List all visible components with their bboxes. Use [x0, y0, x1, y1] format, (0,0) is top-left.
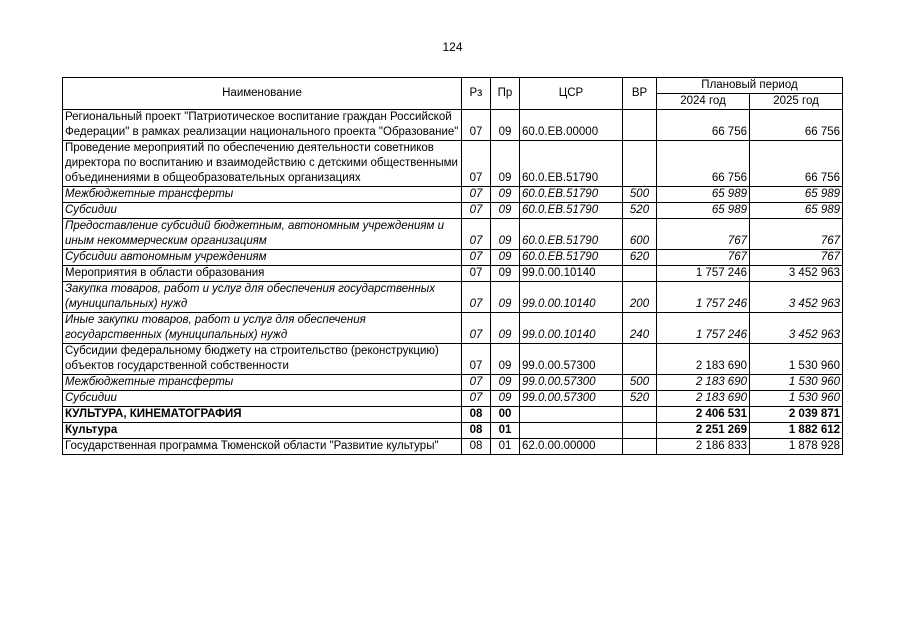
cell-pr: 09: [491, 110, 520, 141]
cell-pr: 09: [491, 282, 520, 313]
cell-vr: 620: [623, 250, 657, 266]
cell-vr: [623, 110, 657, 141]
cell-csr: 99.0.00.10140: [520, 313, 623, 344]
cell-rz: 07: [462, 187, 491, 203]
budget-table: [62, 77, 843, 455]
cell-csr: 60.0.ЕВ.51790: [520, 219, 623, 250]
cell-rz: 07: [462, 375, 491, 391]
cell-2025: 1 530 960: [750, 344, 843, 375]
cell-2025: 3 452 963: [750, 313, 843, 344]
cell-rz: 07: [462, 391, 491, 407]
table-row: [63, 250, 843, 266]
cell-2025: 66 756: [750, 110, 843, 141]
cell-csr: 99.0.00.57300: [520, 391, 623, 407]
page-number: 124: [442, 40, 463, 54]
cell-csr: 62.0.00.00000: [520, 439, 623, 455]
cell-vr: 600: [623, 219, 657, 250]
cell-2024: 767: [657, 250, 750, 266]
cell-2024: 66 756: [657, 141, 750, 187]
header-vr: ВР: [623, 78, 657, 110]
cell-rz: 08: [462, 423, 491, 439]
header-2025: 2025 год: [750, 94, 843, 110]
table-row: [63, 391, 843, 407]
table-row: [63, 187, 843, 203]
cell-pr: 09: [491, 203, 520, 219]
cell-rz: 08: [462, 407, 491, 423]
cell-2024: 65 989: [657, 203, 750, 219]
cell-name: Мероприятия в области образования: [63, 266, 462, 282]
cell-pr: 01: [491, 423, 520, 439]
cell-name: Проведение мероприятий по обеспечению деятельности советников директора по воспитанию и взаимодействию с детскими общественными объединениями в общеобразовательных организациях: [63, 141, 462, 187]
cell-name: Субсидии: [63, 203, 462, 219]
cell-2025: 3 452 963: [750, 266, 843, 282]
table-row: [63, 344, 843, 375]
cell-rz: 08: [462, 439, 491, 455]
cell-2025: 66 756: [750, 141, 843, 187]
cell-name: Культура: [63, 423, 462, 439]
cell-rz: 07: [462, 141, 491, 187]
cell-rz: 07: [462, 266, 491, 282]
cell-csr: [520, 407, 623, 423]
cell-pr: 09: [491, 266, 520, 282]
table-row: [63, 266, 843, 282]
header-rz: Рз: [462, 78, 491, 110]
table-row: [63, 141, 843, 187]
cell-vr: [623, 439, 657, 455]
cell-2025: 1 878 928: [750, 439, 843, 455]
cell-2025: 767: [750, 250, 843, 266]
cell-pr: 09: [491, 250, 520, 266]
header-pr: Пр: [491, 78, 520, 110]
cell-csr: 60.0.ЕВ.51790: [520, 187, 623, 203]
cell-2024: 2 406 531: [657, 407, 750, 423]
cell-csr: 60.0.ЕВ.00000: [520, 110, 623, 141]
table-row: [63, 375, 843, 391]
cell-pr: 09: [491, 141, 520, 187]
cell-name: КУЛЬТУРА, КИНЕМАТОГРАФИЯ: [63, 407, 462, 423]
cell-vr: 500: [623, 187, 657, 203]
header-csr: ЦСР: [520, 78, 623, 110]
table-row: [63, 282, 843, 313]
cell-vr: 240: [623, 313, 657, 344]
cell-2025: 1 530 960: [750, 375, 843, 391]
cell-2024: 66 756: [657, 110, 750, 141]
cell-pr: 09: [491, 187, 520, 203]
cell-rz: 07: [462, 282, 491, 313]
cell-rz: 07: [462, 344, 491, 375]
cell-name: Межбюджетные трансферты: [63, 187, 462, 203]
cell-csr: [520, 423, 623, 439]
cell-rz: 07: [462, 219, 491, 250]
cell-vr: 520: [623, 203, 657, 219]
cell-2024: 65 989: [657, 187, 750, 203]
table-row: [63, 313, 843, 344]
cell-name: Субсидии федеральному бюджету на строительство (реконструкцию) объектов государственной собственности: [63, 344, 462, 375]
cell-pr: 09: [491, 313, 520, 344]
cell-2025: 3 452 963: [750, 282, 843, 313]
cell-name: Государственная программа Тюменской области "Развитие культуры": [63, 439, 462, 455]
cell-2024: 1 757 246: [657, 313, 750, 344]
cell-csr: 60.0.ЕВ.51790: [520, 141, 623, 187]
cell-name: Предоставление субсидий бюджетным, автономным учреждениям и иным некоммерческим организациям: [63, 219, 462, 250]
cell-vr: 500: [623, 375, 657, 391]
cell-vr: 520: [623, 391, 657, 407]
table-row: [63, 110, 843, 141]
cell-2024: 2 183 690: [657, 375, 750, 391]
cell-vr: [623, 407, 657, 423]
table-row: [63, 407, 843, 423]
cell-name: Субсидии автономным учреждениям: [63, 250, 462, 266]
cell-csr: 99.0.00.10140: [520, 282, 623, 313]
cell-csr: 60.0.ЕВ.51790: [520, 250, 623, 266]
cell-pr: 01: [491, 439, 520, 455]
cell-csr: 99.0.00.10140: [520, 266, 623, 282]
cell-2024: 2 186 833: [657, 439, 750, 455]
cell-csr: 99.0.00.57300: [520, 344, 623, 375]
cell-csr: 99.0.00.57300: [520, 375, 623, 391]
cell-csr: 60.0.ЕВ.51790: [520, 203, 623, 219]
table-row: [63, 423, 843, 439]
cell-2025: 767: [750, 219, 843, 250]
cell-vr: [623, 141, 657, 187]
cell-2025: 1 530 960: [750, 391, 843, 407]
cell-name: Региональный проект "Патриотическое воспитание граждан Российской Федерации" в рамках реализации национального проекта "Образование": [63, 110, 462, 141]
cell-name: Закупка товаров, работ и услуг для обеспечения государственных (муниципальных) нужд: [63, 282, 462, 313]
cell-pr: 09: [491, 375, 520, 391]
header-plan-period: Плановый период: [657, 78, 843, 94]
cell-2024: 767: [657, 219, 750, 250]
cell-vr: [623, 344, 657, 375]
cell-name: Межбюджетные трансферты: [63, 375, 462, 391]
table-row: [63, 203, 843, 219]
cell-2025: 65 989: [750, 187, 843, 203]
cell-name: Субсидии: [63, 391, 462, 407]
cell-2024: 2 183 690: [657, 344, 750, 375]
cell-name: Иные закупки товаров, работ и услуг для обеспечения государственных (муниципальных) нужд: [63, 313, 462, 344]
table-row: [63, 219, 843, 250]
cell-rz: 07: [462, 203, 491, 219]
cell-vr: 200: [623, 282, 657, 313]
cell-vr: [623, 266, 657, 282]
cell-2024: 1 757 246: [657, 282, 750, 313]
cell-pr: 00: [491, 407, 520, 423]
table-body: [63, 110, 843, 455]
cell-2024: 1 757 246: [657, 266, 750, 282]
table-row: [63, 439, 843, 455]
header-2024: 2024 год: [657, 94, 750, 110]
cell-rz: 07: [462, 250, 491, 266]
cell-vr: [623, 423, 657, 439]
cell-2024: 2 183 690: [657, 391, 750, 407]
cell-rz: 07: [462, 110, 491, 141]
cell-2025: 1 882 612: [750, 423, 843, 439]
cell-2025: 65 989: [750, 203, 843, 219]
cell-pr: 09: [491, 219, 520, 250]
cell-pr: 09: [491, 344, 520, 375]
header-name: Наименование: [63, 78, 462, 110]
cell-pr: 09: [491, 391, 520, 407]
cell-rz: 07: [462, 313, 491, 344]
cell-2025: 2 039 871: [750, 407, 843, 423]
cell-2024: 2 251 269: [657, 423, 750, 439]
